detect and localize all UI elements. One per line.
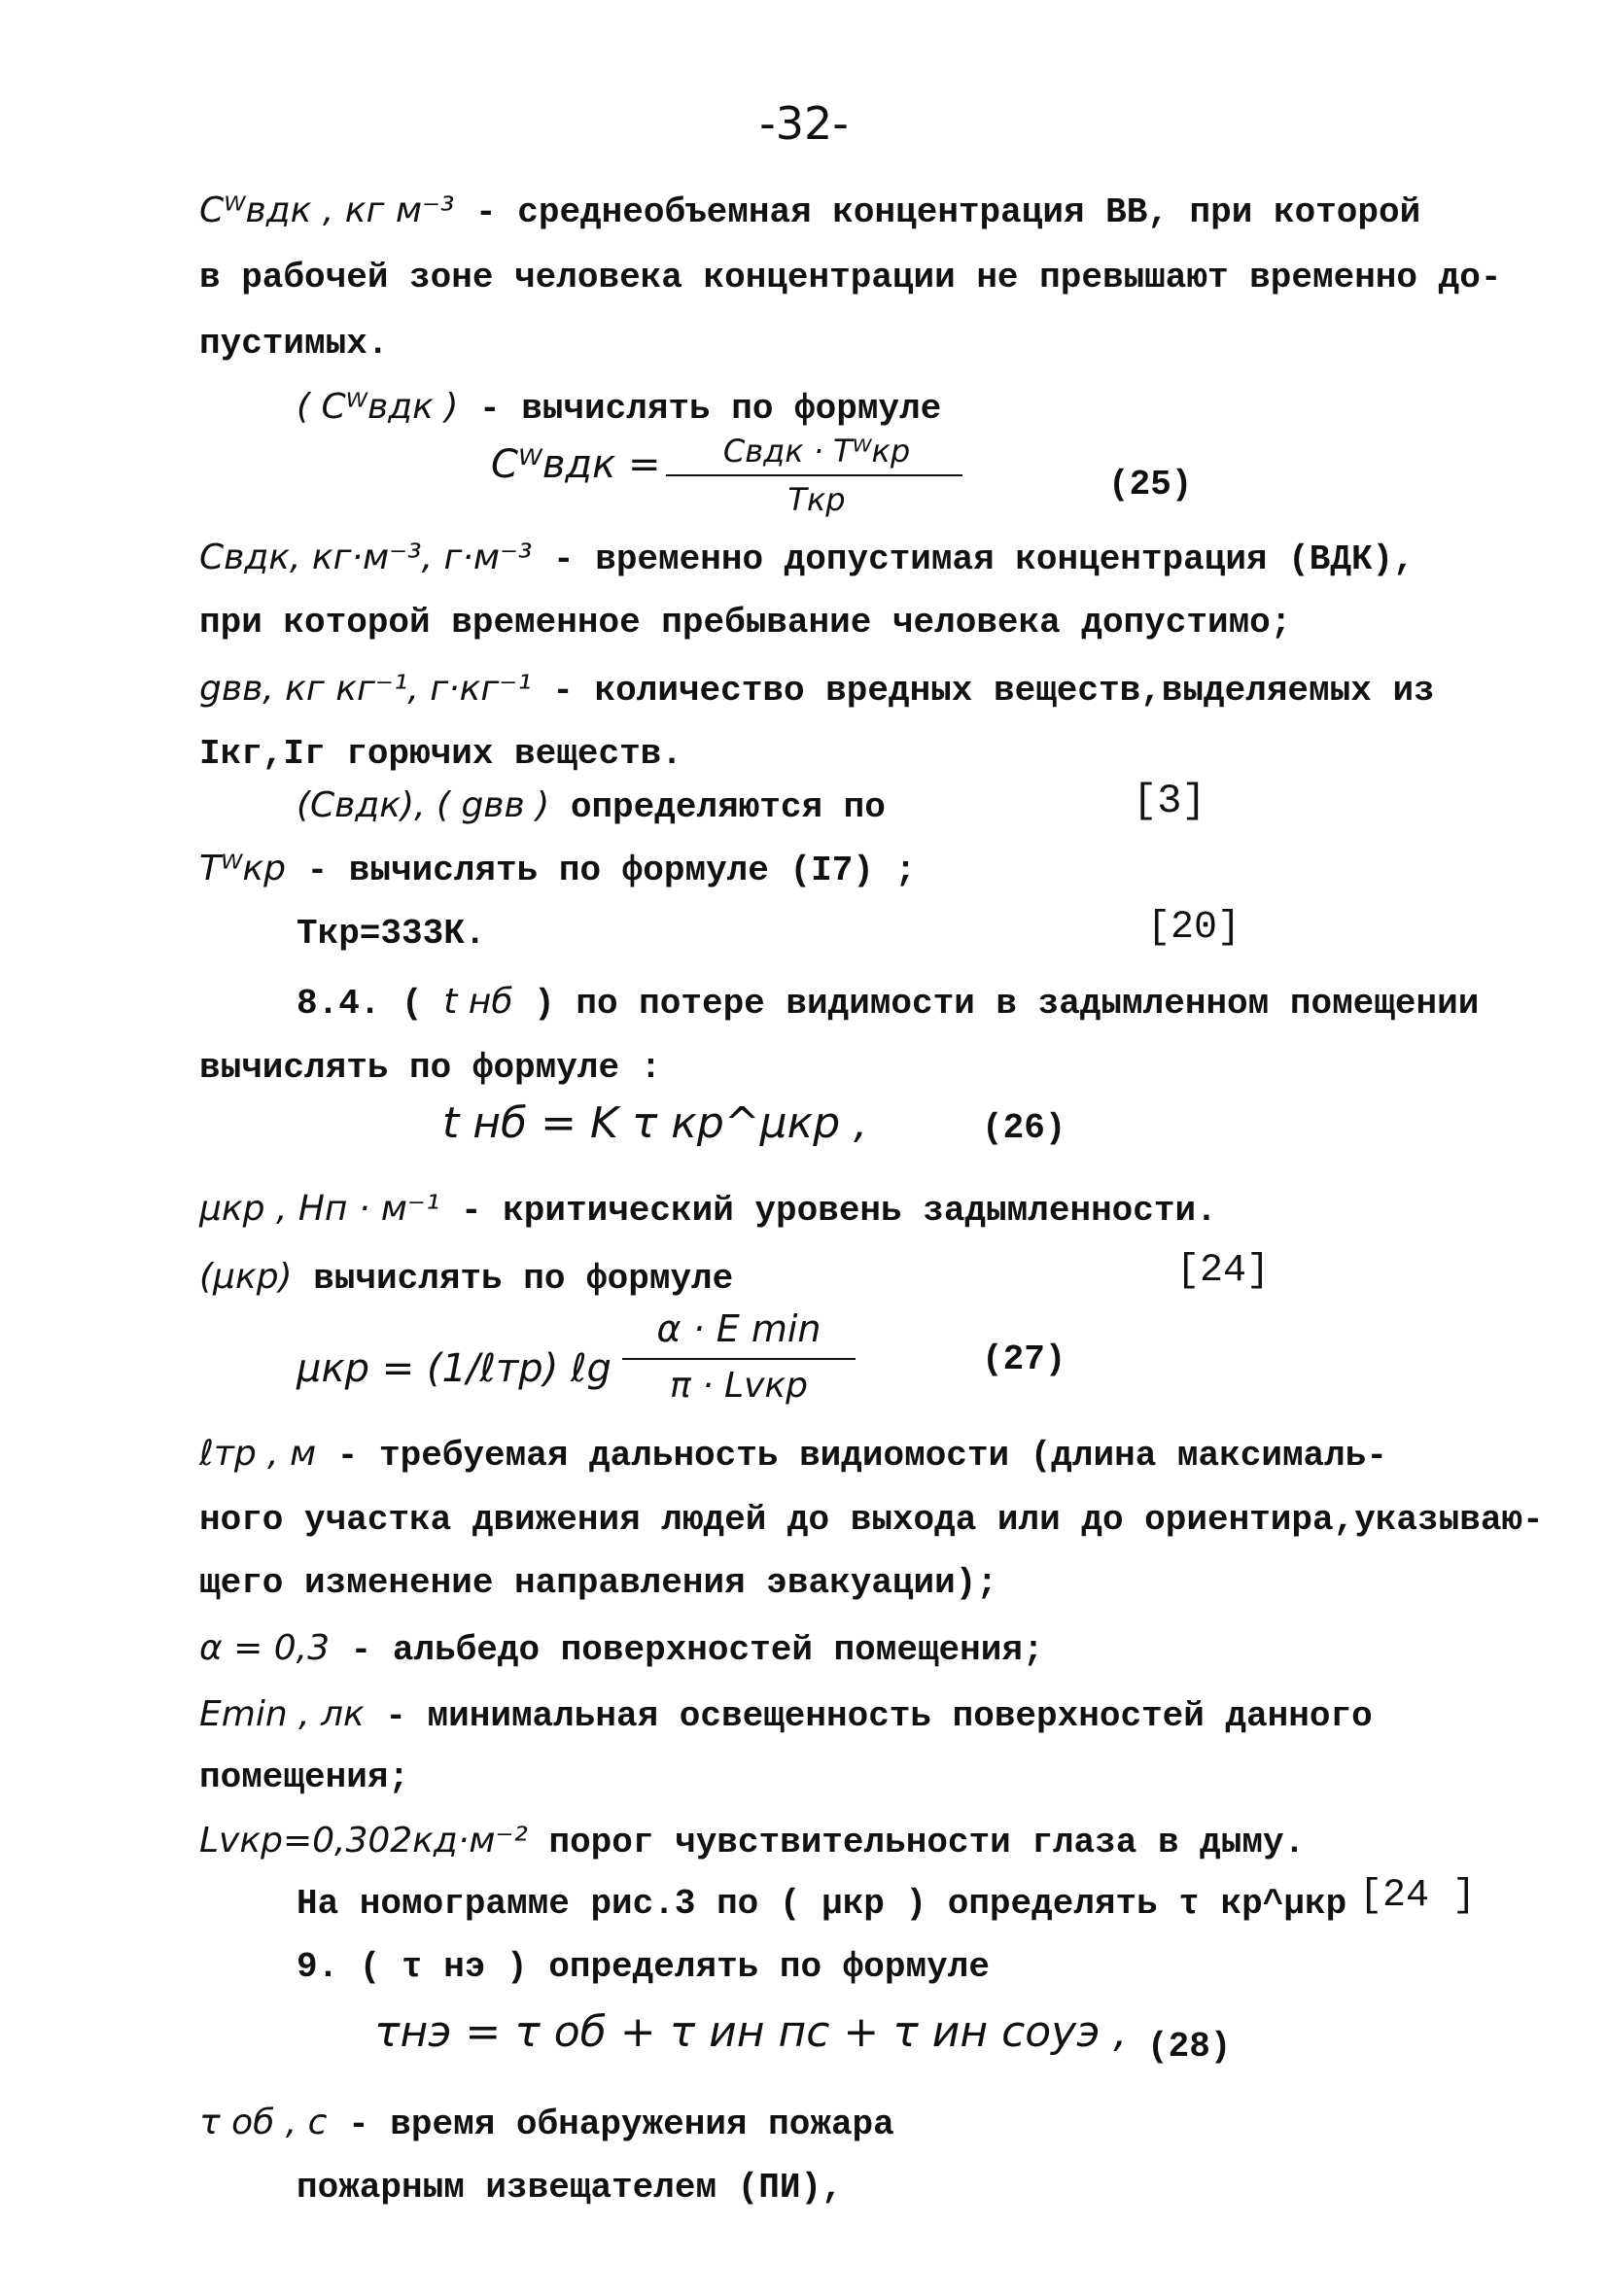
text-line: 9. ( τ нэ ) определять по формуле: [297, 1947, 990, 1987]
line-text: - временно допустимая концентрация (ВДК),: [532, 539, 1415, 579]
equation-number: (27): [982, 1339, 1066, 1379]
text-line: [199, 849, 916, 890]
equation-number: (26): [982, 1108, 1066, 1148]
text-line: пустимых.: [199, 324, 389, 364]
text-line: ного участка движения людей до выхода или до ориентира,указываю-: [199, 1500, 1544, 1540]
text-line: [199, 1821, 1305, 1862]
reference-24: [24 ]: [1359, 1874, 1477, 1918]
equation-25-numerator: Cвдк · Tᵂкр: [722, 433, 911, 470]
page-number: -32-: [759, 97, 849, 150]
text-line: Iкг,Iг горючих веществ.: [199, 734, 682, 774]
fraction-bar: [666, 474, 962, 476]
equation-25-denominator: Tкр: [787, 481, 846, 518]
text-line: [297, 785, 886, 827]
line-text: - вычислять по формуле: [458, 389, 942, 429]
line-text: - минимальная освещенность поверхностей данного: [364, 1696, 1373, 1736]
formula-variable: Lvкр=0,302кд·м⁻²: [199, 1821, 528, 1861]
formula-variable: μкр , Нп · м⁻¹: [199, 1189, 440, 1229]
formula-variable: ( Cᵂвдк ): [297, 387, 459, 427]
text-line: [199, 191, 1420, 232]
line-text: определяются по: [549, 787, 886, 827]
text-line: [199, 2103, 894, 2144]
equation-number: (25): [1108, 465, 1193, 504]
line-text: - количество вредных веществ,выделяемых из: [531, 671, 1435, 711]
line-text: - альбедо поверхностей помещения;: [330, 1630, 1044, 1670]
reference-20: [20]: [1147, 906, 1241, 950]
text-line: [199, 538, 1415, 579]
line-text: - требуемая дальность видиомости (длина максималь-: [316, 1436, 1387, 1476]
text-line: [297, 387, 941, 429]
formula-variable: t нб: [443, 982, 513, 1022]
line-text: - время обнаружения пожара: [327, 2105, 894, 2144]
line-text: ) по потере видимости в задымленном помещении: [512, 984, 1480, 1024]
reference-3: [3]: [1133, 778, 1206, 824]
text-line: Ткр=333К.: [297, 914, 486, 954]
text-line: [199, 669, 1435, 711]
text-line: вычислять по формуле :: [199, 1048, 662, 1088]
line-text: 8.4. (: [297, 984, 444, 1024]
equation-25-lhs: Cᵂвдк =: [491, 442, 661, 487]
equation-27-denominator: π · Lvкр: [670, 1366, 808, 1406]
text-line: помещения;: [199, 1757, 410, 1797]
equation-27-numerator: α · E min: [656, 1307, 821, 1350]
equation-26: t нб = K τ кр^μкр ,: [442, 1098, 868, 1148]
text-line: в рабочей зоне человека концентрации не превышают временно до-: [199, 258, 1502, 297]
line-text: вычислять по формуле: [292, 1259, 734, 1299]
text-line: [199, 1628, 1044, 1670]
formula-variable: gвв, кг кг⁻¹, г·кг⁻¹: [199, 669, 532, 709]
formula-variable: (μкр): [199, 1257, 293, 1297]
text-line: [199, 1694, 1373, 1736]
text-line: [199, 1257, 733, 1299]
formula-variable: α = 0,3: [199, 1628, 331, 1668]
fraction-bar: [622, 1358, 856, 1360]
formula-variable: τ об , с: [199, 2103, 328, 2142]
text-line: [199, 1434, 1387, 1476]
formula-variable: Cвдк, кг·м⁻³, г·м⁻³: [199, 538, 533, 577]
equation-number: (28): [1147, 2027, 1232, 2067]
line-text: порог чувствительности глаза в дыму.: [527, 1823, 1306, 1862]
line-text: - вычислять по формуле (I7) ;: [286, 851, 917, 890]
line-text: - критический уровень задымленности.: [439, 1191, 1217, 1231]
text-line: пожарным извещателем (ПИ),: [297, 2168, 843, 2208]
equation-28: τнэ = τ об + τ ин пс + τ ин соуэ ,: [374, 2007, 1128, 2057]
reference-24: [24]: [1176, 1249, 1271, 1293]
text-line: [297, 982, 1479, 1024]
formula-variable: ℓтр , м: [199, 1434, 317, 1474]
formula-variable: Emin , лк: [199, 1694, 365, 1734]
text-line: [199, 1189, 1217, 1231]
line-text: - среднеобъемная концентрация ВВ, при которой: [454, 192, 1421, 232]
text-line: щего изменение направления эвакуации);: [199, 1563, 997, 1603]
text-line: при которой временное пребывание человека допустимо;: [199, 603, 1292, 643]
formula-variable: Cᵂвдк , кг м⁻³: [199, 191, 455, 230]
formula-variable: Tᵂкр: [199, 849, 286, 888]
equation-27-lhs: μкр = (1/ℓтр) ℓg: [297, 1346, 612, 1391]
text-line: На номограмме рис.3 по ( μкр ) определять τ кр^μкр: [297, 1884, 1347, 1924]
formula-variable: (Cвдк), ( gвв ): [297, 785, 550, 825]
